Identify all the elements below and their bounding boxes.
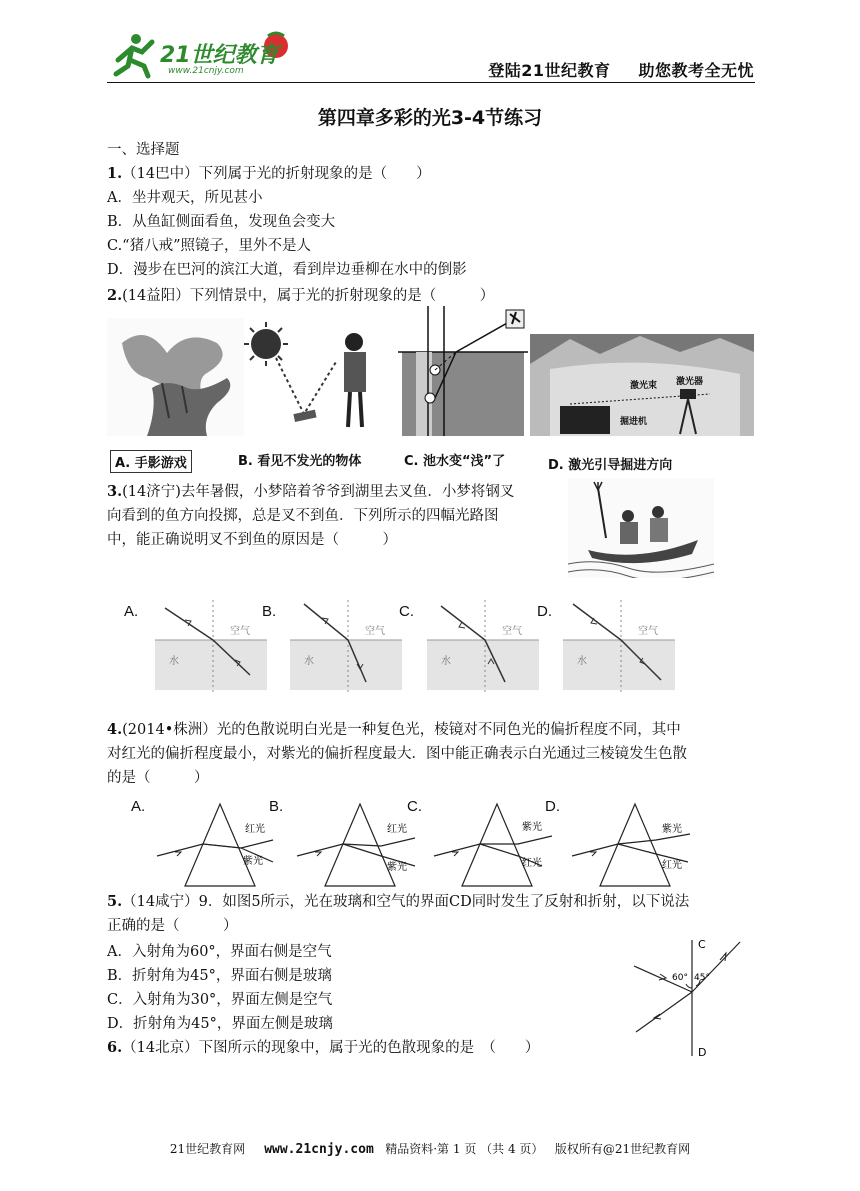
q3-option-b-label: B.	[262, 603, 277, 620]
logo-url: www.21cnjy.com	[168, 66, 244, 76]
q3-image-fishing-boat	[568, 478, 714, 578]
water-label: 水	[577, 656, 587, 667]
q5-option-a: A．入射角为60°，界面右侧是空气	[107, 944, 332, 960]
question-stem-line-3: 中，能正确说明叉不到鱼的原因是（ ）	[107, 532, 397, 548]
water-label: 水	[169, 656, 179, 667]
question-stem-line-1: (2014•株洲）光的色散说明白光是一种复色光，棱镜对不同色光的偏折程度不同，其中	[122, 722, 681, 738]
angle-45-label: 45°	[694, 973, 710, 983]
question-stem-line-2: 向看到的鱼方向投掷，总是叉不到鱼．下列所示的四幅光路图	[107, 508, 499, 524]
footer-url[interactable]: www.21cnjy.com	[264, 1142, 374, 1157]
q4-prism-c	[432, 800, 562, 890]
purple-light-label: 紫光	[243, 856, 263, 867]
purple-light-label: 紫光	[522, 822, 542, 833]
question-number: 2.	[107, 287, 123, 304]
question-stem-line-1: （14咸宁）9．如图5所示，光在玻璃和空气的界面CD同时发生了反射和折射，以下说法	[122, 894, 690, 910]
q2-image-pool-depth	[398, 306, 532, 436]
header-login-text: 登陆21世纪教育	[488, 61, 611, 80]
q4-option-a-label: A.	[131, 798, 146, 815]
question-stem-line-3: 的是（ ）	[107, 770, 209, 786]
question-stem: （14北京）下图所示的现象中，属于光的色散现象的是 （ ）	[122, 1040, 540, 1056]
q4-option-d-label: D.	[545, 798, 560, 815]
red-light-label: 红光	[522, 858, 542, 869]
purple-light-label: 紫光	[662, 824, 682, 835]
footer-site: 21世纪教育网	[169, 1142, 246, 1156]
q3-option-a-label: A.	[124, 603, 139, 620]
q1-option-b: B．从鱼缸侧面看鱼，发现鱼会变大	[107, 214, 336, 230]
question-5	[107, 890, 767, 938]
question-4	[107, 718, 767, 790]
q3-option-d-label: D.	[537, 603, 552, 620]
q3-diagram-c	[427, 600, 539, 695]
label-c: C	[698, 938, 706, 951]
q3-option-c-label: C.	[399, 603, 414, 620]
q2-caption-c: C. 池水变“浅”了	[404, 454, 506, 469]
question-2	[107, 286, 494, 306]
question-1	[107, 164, 431, 184]
laser-beam-label: 激光束	[630, 381, 658, 391]
question-number: 5.	[107, 893, 123, 910]
q4-prism-d	[570, 800, 700, 890]
question-number: 4.	[107, 721, 123, 738]
water-label: 水	[441, 656, 451, 667]
air-label: 空气	[638, 626, 658, 637]
label-d: D	[698, 1046, 707, 1059]
page-footer	[0, 1140, 860, 1157]
air-label: 空气	[502, 626, 522, 637]
q2-caption-d: D. 激光引导掘进方向	[548, 458, 673, 473]
q5-option-c: C．入射角为30°，界面左侧是空气	[107, 992, 333, 1008]
q1-option-d: D．漫步在巴河的滨江大道，看到岸边垂柳在水中的倒影	[107, 262, 467, 278]
q3-diagram-b	[290, 600, 402, 695]
q2-image-hand-shadow	[107, 318, 244, 436]
angle-60-label: 60°	[672, 973, 688, 983]
q2-image-laser-tunnel	[530, 334, 754, 436]
footer-copyright: 版权所有@21世纪教育网	[554, 1142, 691, 1156]
question-stem-line-2: 对红光的偏折程度最小，对紫光的偏折程度最大．图中能正确表示白光通过三棱镜发生色散	[107, 746, 687, 762]
q4-prism-a	[155, 800, 285, 890]
tunneling-machine-label: 掘进机	[620, 417, 648, 427]
question-stem: (14益阳）下列情景中，属于光的折射现象的是（ ）	[122, 288, 495, 304]
q2-caption-b: B. 看见不发光的物体	[238, 454, 362, 469]
red-light-label: 红光	[245, 824, 265, 835]
logo	[108, 30, 303, 80]
laser-device-label: 激光器	[676, 377, 704, 387]
header-slogan	[488, 58, 754, 81]
q2-image-sun-book	[244, 322, 384, 436]
q4-option-c-label: C.	[407, 798, 422, 815]
question-stem-line-1: (14济宁)去年暑假，小梦陪着爷爷到湖里去叉鱼．小梦将钢叉	[122, 484, 515, 500]
q2-caption-a: A. 手影游戏	[110, 450, 192, 473]
q1-option-a: A．坐井观天，所见甚小	[107, 190, 263, 206]
page-title: 第四章多彩的光3-4节练习	[317, 107, 543, 129]
air-label: 空气	[230, 626, 250, 637]
question-number: 1.	[107, 165, 123, 182]
logo-text: 21世纪教育	[160, 43, 279, 68]
question-6	[107, 1038, 539, 1058]
purple-light-label: 紫光	[387, 862, 407, 873]
question-number: 6.	[107, 1039, 123, 1056]
q5-interface-diagram	[630, 938, 750, 1060]
air-label: 空气	[365, 626, 385, 637]
red-light-label: 红光	[662, 860, 682, 871]
question-stem: （14巴中）下列属于光的折射现象的是（ ）	[122, 166, 431, 182]
q5-option-d: D．折射角为45°，界面左侧是玻璃	[107, 1016, 333, 1032]
header-tagline-text: 助您教考全无忧	[638, 61, 754, 80]
section-heading: 一、选择题	[107, 142, 180, 158]
footer-page-info: 精品资料·第 1 页 （共 4 页）	[385, 1142, 544, 1156]
red-light-label: 红光	[387, 824, 407, 835]
question-stem-line-2: 正确的是（ ）	[107, 918, 238, 934]
q4-prism-b	[295, 800, 425, 890]
q5-option-b: B．折射角为45°，界面右侧是玻璃	[107, 968, 332, 984]
q3-diagram-a	[155, 600, 267, 695]
q1-option-c: C.“猪八戒”照镜子，里外不是人	[107, 238, 312, 254]
header-divider	[107, 82, 755, 83]
question-3	[107, 480, 577, 552]
q3-diagram-d	[563, 600, 675, 695]
water-label: 水	[304, 656, 314, 667]
question-number: 3.	[107, 483, 123, 500]
q4-option-b-label: B.	[269, 798, 284, 815]
